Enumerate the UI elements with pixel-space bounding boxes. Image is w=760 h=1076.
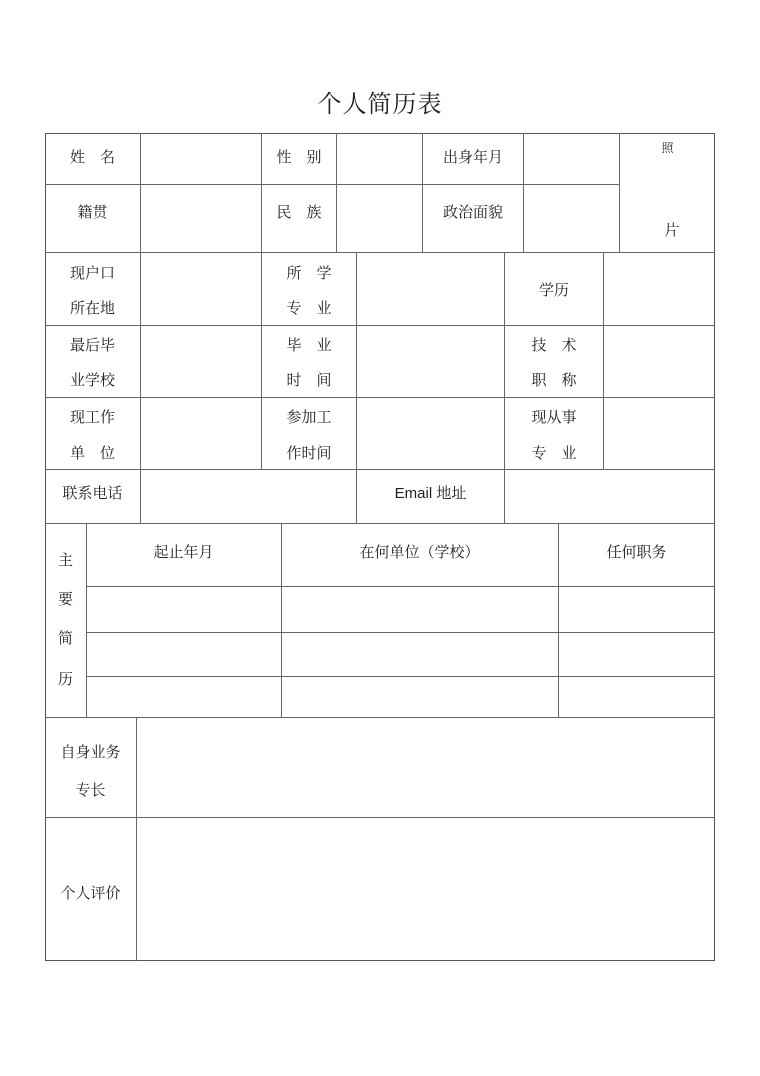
skills-label-line2: 专长 [75, 781, 106, 799]
page-title: 个人简历表 [317, 90, 443, 118]
tech-title-label-line1: 技 术 [531, 336, 577, 354]
email-label: Email 地址 [394, 485, 467, 502]
name-label: 姓 名 [69, 148, 115, 166]
major-field[interactable] [357, 253, 504, 325]
hukou-label-line1: 现户口 [69, 264, 115, 282]
workplace-label-line1: 现工作 [69, 408, 115, 426]
organization-column-header: 在何单位（学校） [359, 543, 480, 561]
work-start-field[interactable] [357, 398, 504, 469]
workplace-label-line2: 单 位 [69, 444, 115, 462]
graduation-time-field[interactable] [357, 326, 504, 397]
profession-label-line2: 专 业 [531, 444, 577, 462]
native-place-label: 籍贯 [77, 203, 108, 221]
profession-field[interactable] [604, 398, 715, 469]
resume-label-char: 简 [58, 629, 74, 647]
graduation-time-label-line1: 毕 业 [286, 336, 332, 354]
ethnicity-field[interactable] [337, 185, 422, 252]
resume-label-char: 主 [58, 551, 74, 569]
position-column-header: 任何职务 [606, 543, 667, 561]
name-field[interactable] [141, 134, 261, 184]
resume-row-1[interactable] [87, 587, 715, 632]
phone-field[interactable] [141, 470, 356, 523]
email-field[interactable] [505, 470, 715, 523]
school-label-line1: 最后毕 [69, 336, 115, 354]
gender-label: 性 别 [276, 148, 322, 166]
resume-row-2[interactable] [87, 633, 715, 676]
native-place-field[interactable] [141, 185, 261, 252]
major-label-line1: 所 学 [286, 264, 332, 282]
political-status-field[interactable] [524, 185, 619, 252]
education-field[interactable] [604, 253, 715, 325]
tech-title-field[interactable] [604, 326, 715, 397]
skills-field[interactable] [137, 718, 715, 817]
work-start-label-line1: 参加工 [286, 408, 332, 426]
evaluation-label: 个人评价 [60, 884, 121, 902]
resume-label-char: 要 [58, 590, 74, 608]
skills-label-line1: 自身业务 [60, 743, 121, 761]
birth-date-label: 出身年月 [442, 148, 503, 166]
phone-label: 联系电话 [62, 484, 123, 502]
major-label-line2: 专 业 [286, 299, 332, 317]
workplace-field[interactable] [141, 398, 261, 469]
hukou-field[interactable] [141, 253, 261, 325]
row-divider [45, 523, 715, 524]
period-column-header: 起止年月 [153, 543, 214, 561]
political-status-label: 政治面貌 [442, 203, 503, 221]
education-label: 学历 [538, 281, 569, 299]
photo-area[interactable] [620, 134, 715, 252]
hukou-label-line2: 所在地 [69, 299, 115, 317]
photo-label-bottom: 片 [664, 221, 680, 239]
column-divider [261, 252, 262, 469]
ethnicity-label: 民 族 [276, 203, 322, 221]
profession-label-line1: 现从事 [531, 408, 577, 426]
school-label-line2: 业学校 [69, 371, 115, 389]
evaluation-field[interactable] [137, 818, 715, 960]
birth-date-field[interactable] [524, 134, 619, 184]
gender-field[interactable] [337, 134, 422, 184]
resume-label-char: 历 [58, 670, 74, 688]
photo-label-top: 照 [661, 141, 674, 155]
school-field[interactable] [141, 326, 261, 397]
tech-title-label-line2: 职 称 [531, 371, 577, 389]
graduation-time-label-line2: 时 间 [286, 371, 332, 389]
resume-row-3[interactable] [87, 677, 715, 717]
work-start-label-line2: 作时间 [286, 444, 332, 462]
